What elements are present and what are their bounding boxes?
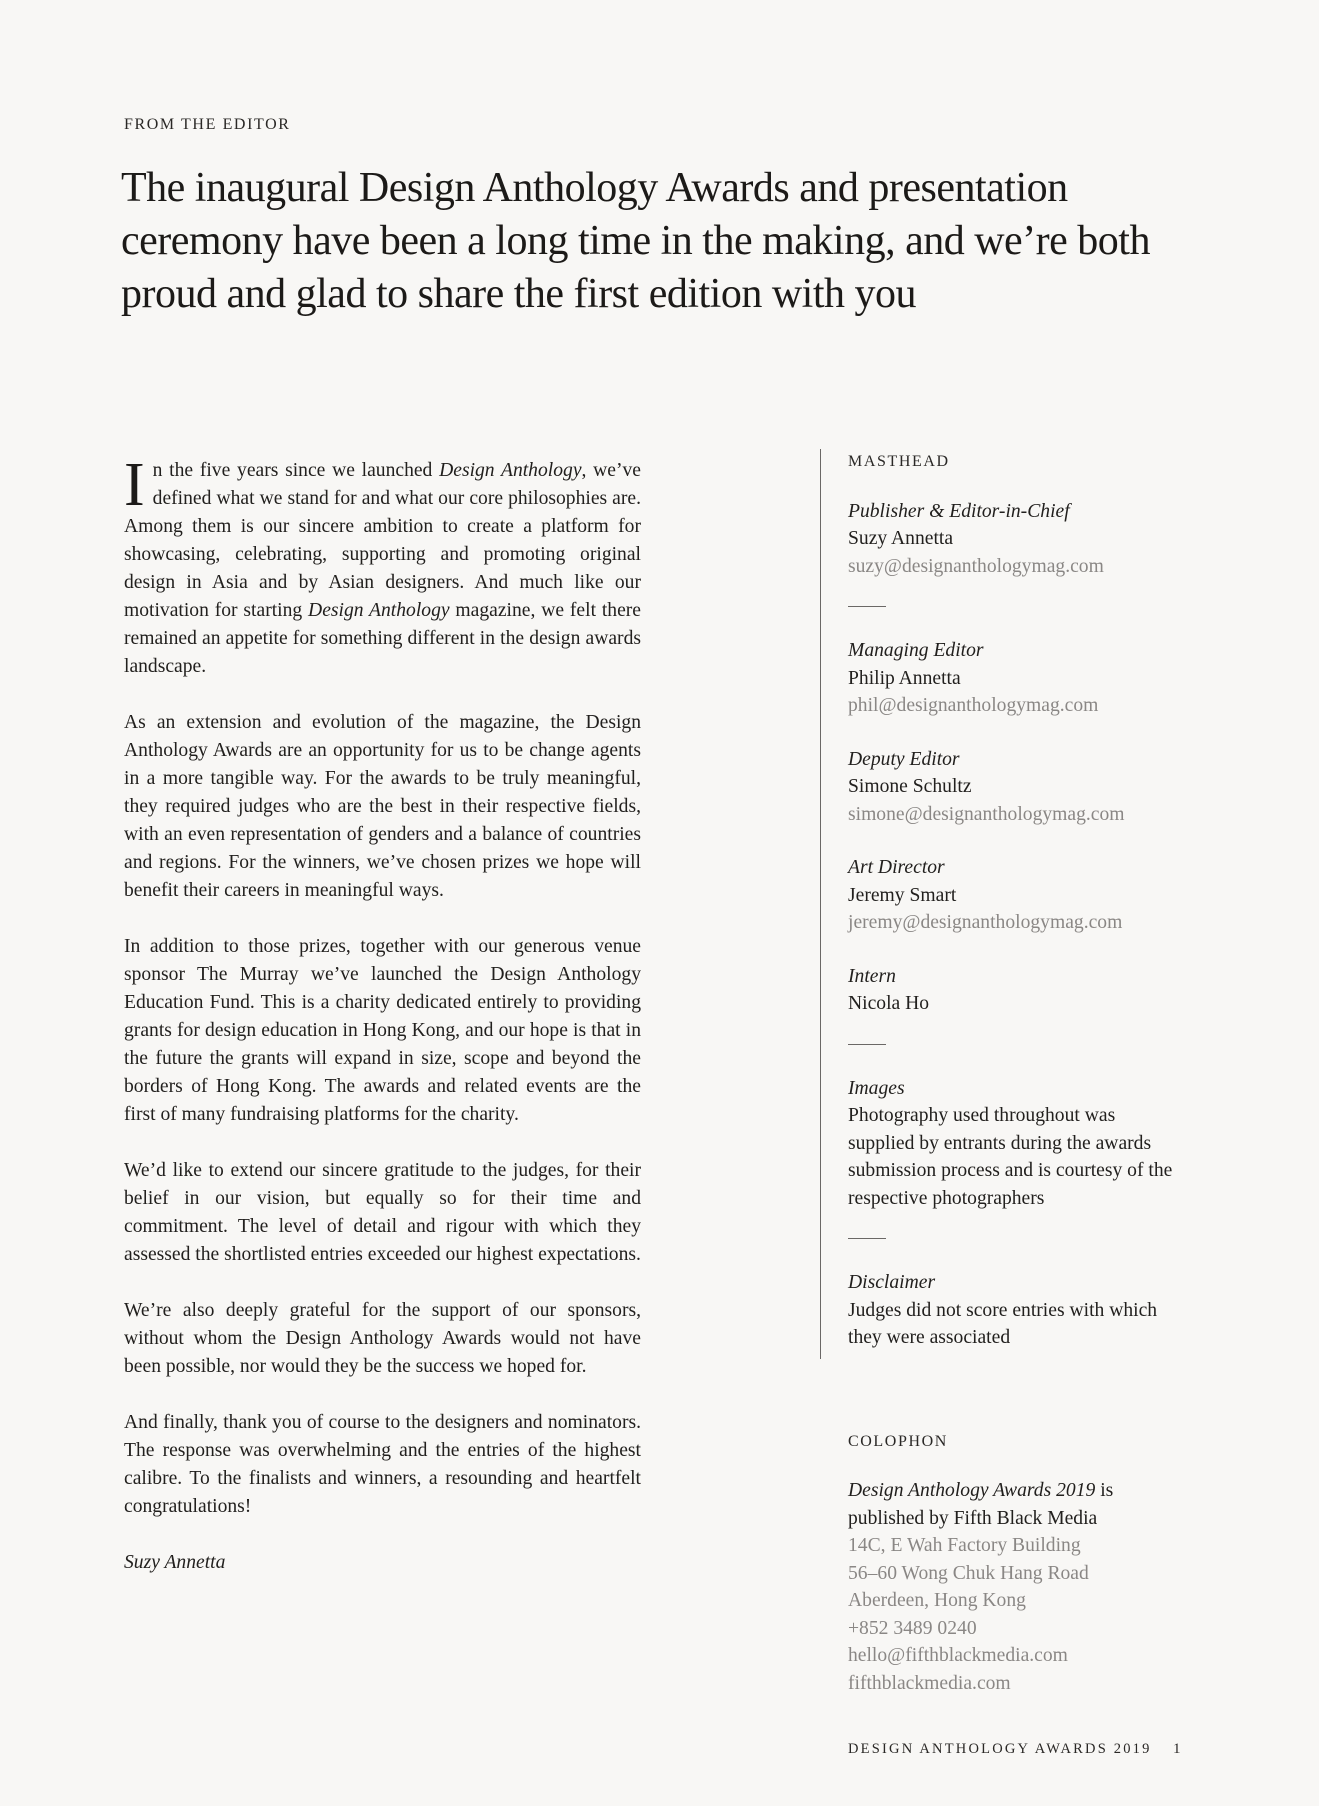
divider bbox=[848, 1238, 886, 1239]
colophon-title: Design Anthology Awards 2019 bbox=[848, 1480, 1096, 1501]
email-link[interactable]: jeremy@designanthologymag.com bbox=[848, 912, 1123, 933]
masthead-publisher bbox=[848, 498, 1178, 581]
p1-publication-title-b: Design Anthology bbox=[308, 600, 450, 621]
address-line-1: 14C, E Wah Factory Building bbox=[848, 1535, 1081, 1556]
masthead-deputy-editor bbox=[848, 746, 1178, 829]
paragraph-5: We’re also deeply grateful for the support of our sponsors, without whom the Design Anthology Awards would not have been possible, nor would they be the success we hoped for. bbox=[124, 1300, 641, 1377]
masthead-images bbox=[848, 1075, 1178, 1213]
masthead-managing-editor bbox=[848, 637, 1178, 720]
p1-publication-title-a: Design Anthology bbox=[439, 460, 582, 481]
editor-letter bbox=[124, 451, 642, 1605]
paragraph-1 bbox=[124, 451, 642, 681]
paragraph-4: We’d like to extend our sincere gratitude to the judges, for their belief in our vision, but equally so for their time and commitment. The level of detail and rigour with which they assessed the shortlisted entries exceeded our highest expectations. bbox=[124, 1160, 641, 1265]
address-line-2: 56–60 Wong Chuk Hang Road bbox=[848, 1562, 1089, 1584]
email-link[interactable]: simone@designanthologymag.com bbox=[848, 803, 1125, 825]
paragraph-2: As an extension and evolution of the magazine, the Design Anthology Awards are an opportunity for us to be change agents in a more tangible way. For the awards to be truly meaningful, they required judges who are the best in their respective fields, with an even representation of genders and a balance of countries and regions. For the winners, we’ve chosen prizes we hope will benefit their careers in meaningful ways. bbox=[124, 712, 641, 901]
role-label: Disclaimer bbox=[848, 1272, 936, 1293]
email-link[interactable]: suzy@designanthologymag.com bbox=[848, 555, 1104, 577]
page-number: 1 bbox=[1173, 1741, 1181, 1757]
phone-number: +852 3489 0240 bbox=[848, 1617, 977, 1639]
colophon-heading: COLOPHON bbox=[848, 1432, 948, 1450]
masthead-heading: MASTHEAD bbox=[848, 453, 950, 470]
divider bbox=[848, 606, 886, 607]
colophon-publisher bbox=[848, 1477, 1178, 1532]
address-line-3: Aberdeen, Hong Kong bbox=[848, 1590, 1026, 1611]
disclaimer-text: Judges did not score entries with which they were associated bbox=[848, 1299, 1158, 1348]
person-name: Suzy Annetta bbox=[848, 528, 954, 549]
role-label: Art Director bbox=[848, 857, 945, 878]
images-credit: Photography used throughout was supplied by entrants during the awards submission process and is courtesy of the respective photographers bbox=[848, 1105, 1173, 1209]
column-divider bbox=[820, 449, 821, 1359]
colophon-published-by: is published by Fifth Black Media bbox=[848, 1480, 1114, 1529]
p1-text-a: n the five years since we launched bbox=[152, 460, 440, 481]
person-name: Jeremy Smart bbox=[848, 884, 957, 906]
p1-text-b: , we’ve defined what we stand for and what our core philosophies are. Among them is our sincere ambition to create a platform for showcasing, celebrating, supporting and promoting original design in Asia and by Asian designers. And much like our motivation for starting bbox=[124, 460, 642, 621]
role-label: Deputy Editor bbox=[848, 748, 960, 770]
footer-publication-title: DESIGN ANTHOLOGY AWARDS 2019 bbox=[848, 1741, 1152, 1757]
drop-cap: I bbox=[124, 451, 145, 519]
email-link[interactable]: phil@designanthologymag.com bbox=[848, 695, 1099, 716]
role-label: Publisher & Editor-in-Chief bbox=[848, 500, 1070, 522]
page-headline: The inaugural Design Anthology Awards and presentation ceremony have been a long time in the making, and we’re both proud and glad to share the first edition with you bbox=[121, 165, 1150, 317]
person-name: Philip Annetta bbox=[848, 667, 961, 689]
paragraph-6: And finally, thank you of course to the designers and nominators. The response was overwhelming and the entries of the highest calibre. To the finalists and winners, a resounding and heartfelt congratulations! bbox=[124, 1412, 641, 1517]
masthead-intern bbox=[848, 963, 1178, 1018]
person-name: Simone Schultz bbox=[848, 776, 972, 797]
p1-text-c: magazine, we felt there remained an appetite for something different in the design awards landscape. bbox=[124, 600, 642, 677]
person-name: Nicola Ho bbox=[848, 993, 930, 1014]
role-label: Intern bbox=[848, 965, 896, 987]
colophon-block bbox=[848, 1477, 1178, 1697]
role-label: Images bbox=[848, 1077, 905, 1099]
paragraph-3: In addition to those prizes, together with our generous venue sponsor The Murray we’ve launched the Design Anthology Education Fund. This is a charity dedicated entirely to providing grants for design education in Hong Kong, and our hope is that in the future the grants will expand in size, scope and beyond the borders of Hong Kong. The awards and related events are the first of many fundraising platforms for the charity. bbox=[124, 936, 641, 1125]
masthead-art-director bbox=[848, 854, 1178, 937]
masthead-column bbox=[848, 448, 1178, 1697]
colophon-website[interactable]: fifthblackmedia.com bbox=[848, 1672, 1011, 1694]
masthead-disclaimer bbox=[848, 1269, 1178, 1352]
section-kicker: FROM THE EDITOR bbox=[124, 116, 291, 133]
editor-signature: Suzy Annetta bbox=[124, 1552, 226, 1573]
divider bbox=[848, 1044, 886, 1045]
role-label: Managing Editor bbox=[848, 640, 984, 661]
colophon-email[interactable]: hello@fifthblackmedia.com bbox=[848, 1645, 1068, 1666]
